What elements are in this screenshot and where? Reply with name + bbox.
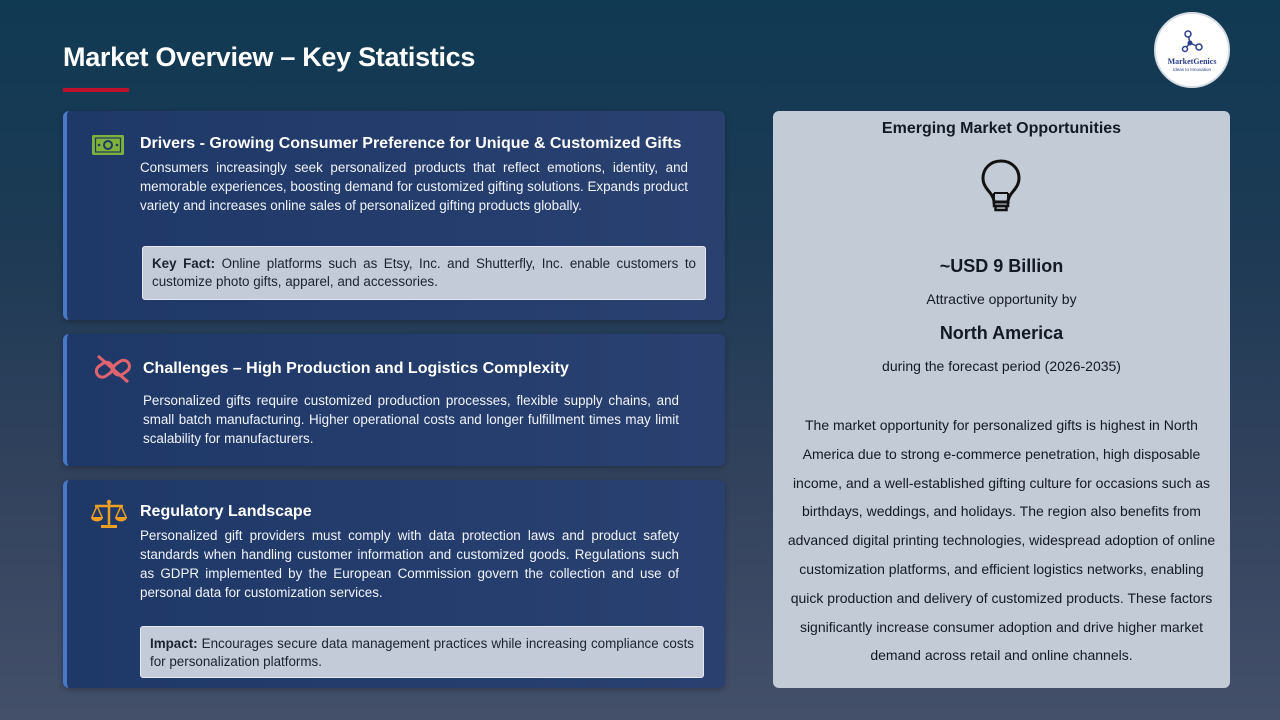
regulatory-text: Personalized gift providers must comply with data protection laws and product safety standards when handling customer information and customized goods. Regulations such as GDPR implemented by the European Commission govern the collection and use of personal data for customization services. — [140, 528, 679, 600]
company-logo — [1154, 12, 1230, 88]
key-fact-box — [142, 246, 706, 300]
key-fact-label: Key Fact: — [152, 256, 216, 271]
opportunities-title: Emerging Market Opportunities — [881, 120, 1122, 137]
drivers-title: Drivers - Growing Consumer Preference for Unique & Customized Gifts — [140, 135, 682, 152]
challenges-text: Personalized gifts require customized production processes, flexible supply chains, and small batch manufacturing. Higher operational costs and longer fulfillment times may limit scalability for manufacturers. — [143, 393, 679, 446]
impact-label: Impact: — [150, 636, 198, 651]
logo-tagline: Ideas to Innovation — [1172, 66, 1212, 72]
opportunity-paragraph: The market opportunity for personalized gifts is highest in North America due to strong e-commerce penetration, high disposable income, and a well-established gifting culture for occasions such as birthdays, weddings, and holidays. The region also benefits from advanced digital printing technologies, widespread adoption of online customization platforms, and efficient logistics networks, enabling quick production and delivery of customized products. These factors significantly increase consumer adoption and drive higher market demand across retail and online channels. — [787, 417, 1216, 664]
opportunity-region: North America — [939, 323, 1064, 343]
broken-link-icon — [94, 353, 132, 385]
opportunities-panel — [773, 111, 1230, 688]
challenges-title: Challenges – High Production and Logistics Complexity — [143, 360, 569, 377]
drivers-card — [63, 111, 725, 320]
regulatory-card — [63, 480, 725, 688]
network-logo-icon — [1179, 29, 1205, 55]
opportunity-line1: Attractive opportunity by — [926, 291, 1077, 307]
impact-box — [140, 626, 704, 678]
challenges-card — [63, 334, 725, 466]
lightbulb-icon — [979, 157, 1023, 213]
drivers-text: Consumers increasingly seek personalized products that reflect emotions, identity, and memorable experiences, boosting demand for customized gifting solutions. Expands product variety and increases online sales of personalized gifting products globally. — [140, 160, 688, 213]
key-fact-text: Online platforms such as Etsy, Inc. and Shutterfly, Inc. enable customers to customize photo gifts, apparel, and accessories. — [152, 256, 696, 289]
regulatory-title: Regulatory Landscape — [140, 503, 312, 520]
title-underline — [63, 88, 129, 92]
opportunity-value: ~USD 9 Billion — [939, 256, 1064, 276]
money-icon — [91, 133, 125, 157]
scales-icon — [90, 498, 128, 530]
opportunity-line2: during the forecast period (2026-2035) — [882, 358, 1121, 374]
impact-text: Encourages secure data management practices while increasing compliance costs for personalization platforms. — [150, 636, 694, 669]
logo-name: MarketGenics — [1167, 56, 1217, 66]
page-title: Market Overview – Key Statistics — [63, 42, 476, 72]
